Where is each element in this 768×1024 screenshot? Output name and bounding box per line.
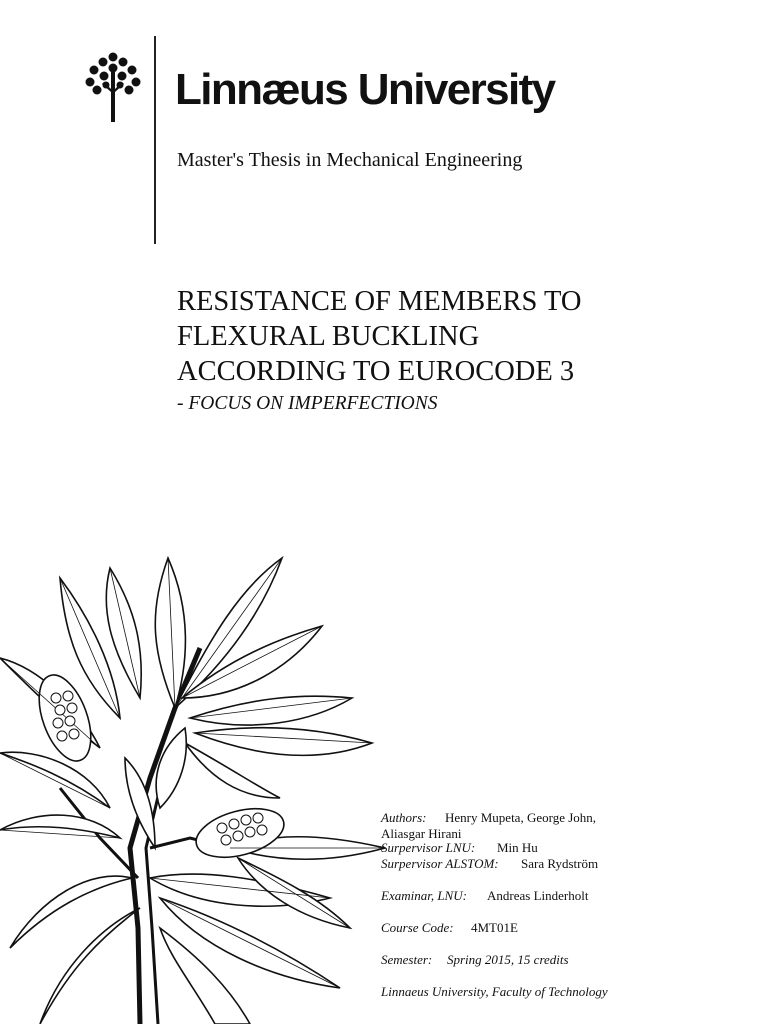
authors-label: Authors: bbox=[381, 810, 427, 825]
authors-value: Henry Mupeta, George John, bbox=[445, 810, 597, 825]
thesis-title bbox=[177, 284, 581, 389]
course-code-label: Course Code: bbox=[381, 920, 454, 935]
vertical-divider bbox=[154, 36, 156, 244]
subtitle-text: FOCUS ON IMPERFECTIONS bbox=[188, 393, 438, 414]
supervisor-alstom-row bbox=[381, 856, 599, 872]
course-code-row bbox=[381, 920, 518, 936]
course-code-value: 4MT01E bbox=[471, 920, 518, 935]
authors-row-2: Aliasgar Hirani bbox=[381, 826, 462, 841]
examinar-value: Andreas Linderholt bbox=[487, 888, 589, 903]
title-line-1: RESISTANCE OF MEMBERS TO bbox=[177, 286, 582, 317]
thesis-type: Master's Thesis in Mechanical Engineering bbox=[177, 149, 523, 171]
supervisor-lnu-row bbox=[381, 840, 538, 856]
university-name: Linnæus University bbox=[175, 65, 555, 114]
supervisor-lnu-label: Surpervisor LNU: bbox=[381, 840, 476, 855]
examinar-row bbox=[381, 888, 589, 904]
subtitle-dash: - bbox=[177, 393, 189, 414]
semester-label: Semester: bbox=[381, 952, 433, 967]
botanical-plant-illustration bbox=[0, 548, 390, 1024]
faculty-row: Linnaeus University, Faculty of Technology bbox=[381, 984, 608, 999]
authors-row bbox=[381, 810, 597, 826]
supervisor-lnu-value: Min Hu bbox=[497, 840, 538, 855]
examinar-label: Examinar, LNU: bbox=[381, 888, 467, 903]
title-line-2: FLEXURAL BUCKLING bbox=[177, 321, 480, 352]
semester-value: Spring 2015, 15 credits bbox=[447, 952, 569, 967]
title-line-3: ACCORDING TO EUROCODE 3 bbox=[177, 356, 575, 387]
supervisor-alstom-label: Surpervisor ALSTOM: bbox=[381, 856, 499, 871]
supervisor-alstom-value: Sara Rydström bbox=[521, 856, 599, 871]
tree-logo-icon bbox=[84, 52, 142, 124]
semester-row bbox=[381, 952, 569, 968]
thesis-subtitle bbox=[177, 392, 438, 416]
